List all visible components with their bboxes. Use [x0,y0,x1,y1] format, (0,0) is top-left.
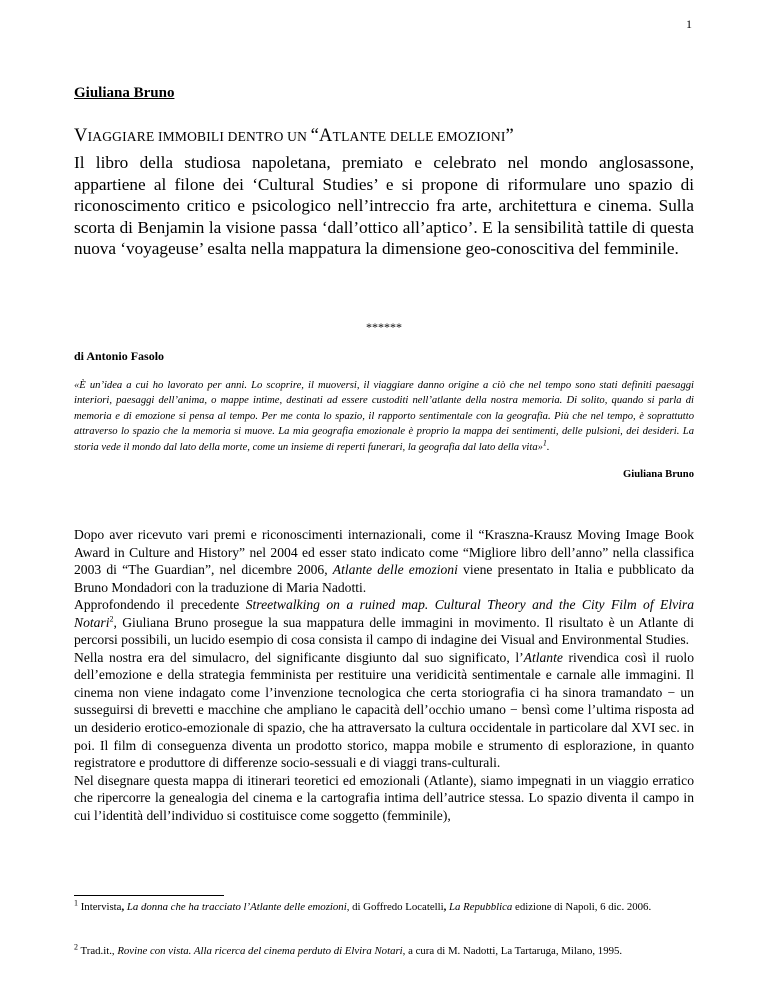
title-cap-1: V [74,126,88,146]
epigraph-author: Giuliana Bruno [623,469,694,480]
text-run: , Giuliana Bruno prosegue la sua mappatura delle immagini in movimento. Il risultato è un Atlante di percorsi possibili, un lucido esempio di cosa consista il campo di indagine dei Visual and Environmental Studies. [74,614,694,648]
footnote-number-1: 1 [74,898,78,908]
text-run: a cura di M. Nadotti, La Tartaruga, Milano, 1995. [405,945,623,957]
text-run: Dopo aver ricevuto vari premi e riconoscimenti internazionali, come il “Kraszna-Krausz Moving Image Book Award in Culture and History” nel 2004 ed esser stato indicato come “Migliore libro dell’anno” nella classifica 2003 di “The Guardian”, nel dicembre 2006, [74,527,694,578]
title-cap-2: “A [310,126,333,146]
book-title-italic: Streetwalking on a ruined map. Cultural Theory and the City Film of Elvira Notari [74,597,695,630]
byline: di Antonio Fasolo [74,349,165,363]
text-run: Nella nostra era del simulacro, del significante disgiunto dal suo significato, l’ [74,649,524,665]
footnote-1 [74,900,694,915]
text-run: Trad.it., [78,945,118,957]
text-run: , [443,901,450,913]
text-run: edizione di Napoli, 6 dic. 2006. [512,901,652,913]
footnote-ref-2[interactable]: 2 [109,614,114,624]
book-title-italic: Atlante delle emozioni [332,562,458,578]
body-paragraph-2 [74,596,694,649]
epigraph-end: . [546,441,550,453]
text-run: viene presentato in Italia e pubblicato da Bruno Mondadori con la traduzione di Maria Nadotti. [74,562,694,595]
book-title-italic: Atlante [523,649,563,665]
body-paragraph-4: Nel disegnare questa mappa di itinerari teoretici ed emozionali (Atlante), siamo impegnati in un viaggio erratico che ripercorre la genealogia del cinema e la cartografia intima dell’autrice stessa. Lo spazio diventa il campo in cui l’identità dell’individuo si costituisce come soggetto (femminile), [74,772,694,823]
footnote-ref-1[interactable]: 1 [542,438,547,448]
article-author-heading: Giuliana Bruno [74,85,175,101]
newspaper-title-italic: La Repubblica [449,901,513,913]
article-title-italic: La donna che ha tracciato l’Atlante delle emozioni [126,901,347,913]
text-run: , di Goffredo Locatelli [346,901,444,913]
body-text [74,526,694,824]
footnote-2 [74,944,694,959]
text-run: Approfondendo il precedente [74,597,246,613]
text-run: , [121,901,127,913]
title-smallcaps-1: IAGGIARE IMMOBILI DENTRO UN [87,129,311,144]
title-smallcaps-2: TLANTE DELLE EMOZIONI [332,129,506,144]
footnote-divider [74,895,224,896]
body-paragraph-3 [74,649,694,772]
epigraph-quote [74,378,694,455]
page-number: 1 [686,17,692,31]
abstract-paragraph: Il libro della studiosa napoletana, premiato e celebrato nel mondo anglosassone, appartiene al filone dei ‘Cultural Studies’ e si propone di riformulare uno spazio di riconoscimento critico e psicologico nell’intreccio fra arte, architettura e cinema. Sulla scorta di Benjamin la visione passa ‘dall’ottico all’aptico’. E la sensibilità tattile di questa nuova ‘voyageuse’ esalta nella mappatura la dimensione geo-conoscitiva del femminile. [74,153,694,258]
text-run: Intervista [78,901,122,913]
book-title-italic: Rovine con vista. Alla ricerca del cinema perduto di Elvira Notari, [117,945,406,957]
title-close-quote: ” [505,126,514,146]
section-separator: ****** [366,320,402,334]
article-title [74,126,514,147]
text-run: rivendica così il ruolo dell’emozione e della strategia femminista per restituire una veridicità sentimentale e carnale alle immagini. Il cinema non viene indagato come l’invenzione tecnologica che certa storiografia ci ha sinora tramandato − un susseguirsi di brevetti e macchine che ampliano le capacità dell’occhio umano − bensì come l’ultima risposta ad un desiderio erotico-emozionale di spazio, che ha attraversato la cultura occidentale in particolare dal XVI sec. in poi. Il film di conseguenza diventa un prodotto storico, mappa mobile e strumento di esplorazione, in quanto registratore e produttore di differenze socio-sessuali e di viaggi trans-culturali. [74,649,695,771]
epigraph-text: «È un’idea a cui ho lavorato per anni. Lo scoprire, il muoversi, il viaggiare danno origine a ciò che nel tempo sono stati definiti paesaggi interiori, paesaggi dell’anima, o mappe intime, destinati ad essere custoditi nell’atlante della nostra memoria. Di solito, quando si parla di memoria e di emozione si pensa al tempo. Per me conta lo spazio, il rapporto sentimentale con la geografia. Più che nel tempo, è soprattutto attraverso lo spazio che la memoria si muove. La mia geografia emozionale è proprio la mappa dei sentimenti, delle pulsioni, dei desideri. La storia vede il mondo dal lato della morte, come un insieme di reperti funerari, la geografia dal lato della vita» [74,380,694,453]
body-paragraph-1 [74,526,694,596]
footnote-number-2: 2 [74,942,78,952]
